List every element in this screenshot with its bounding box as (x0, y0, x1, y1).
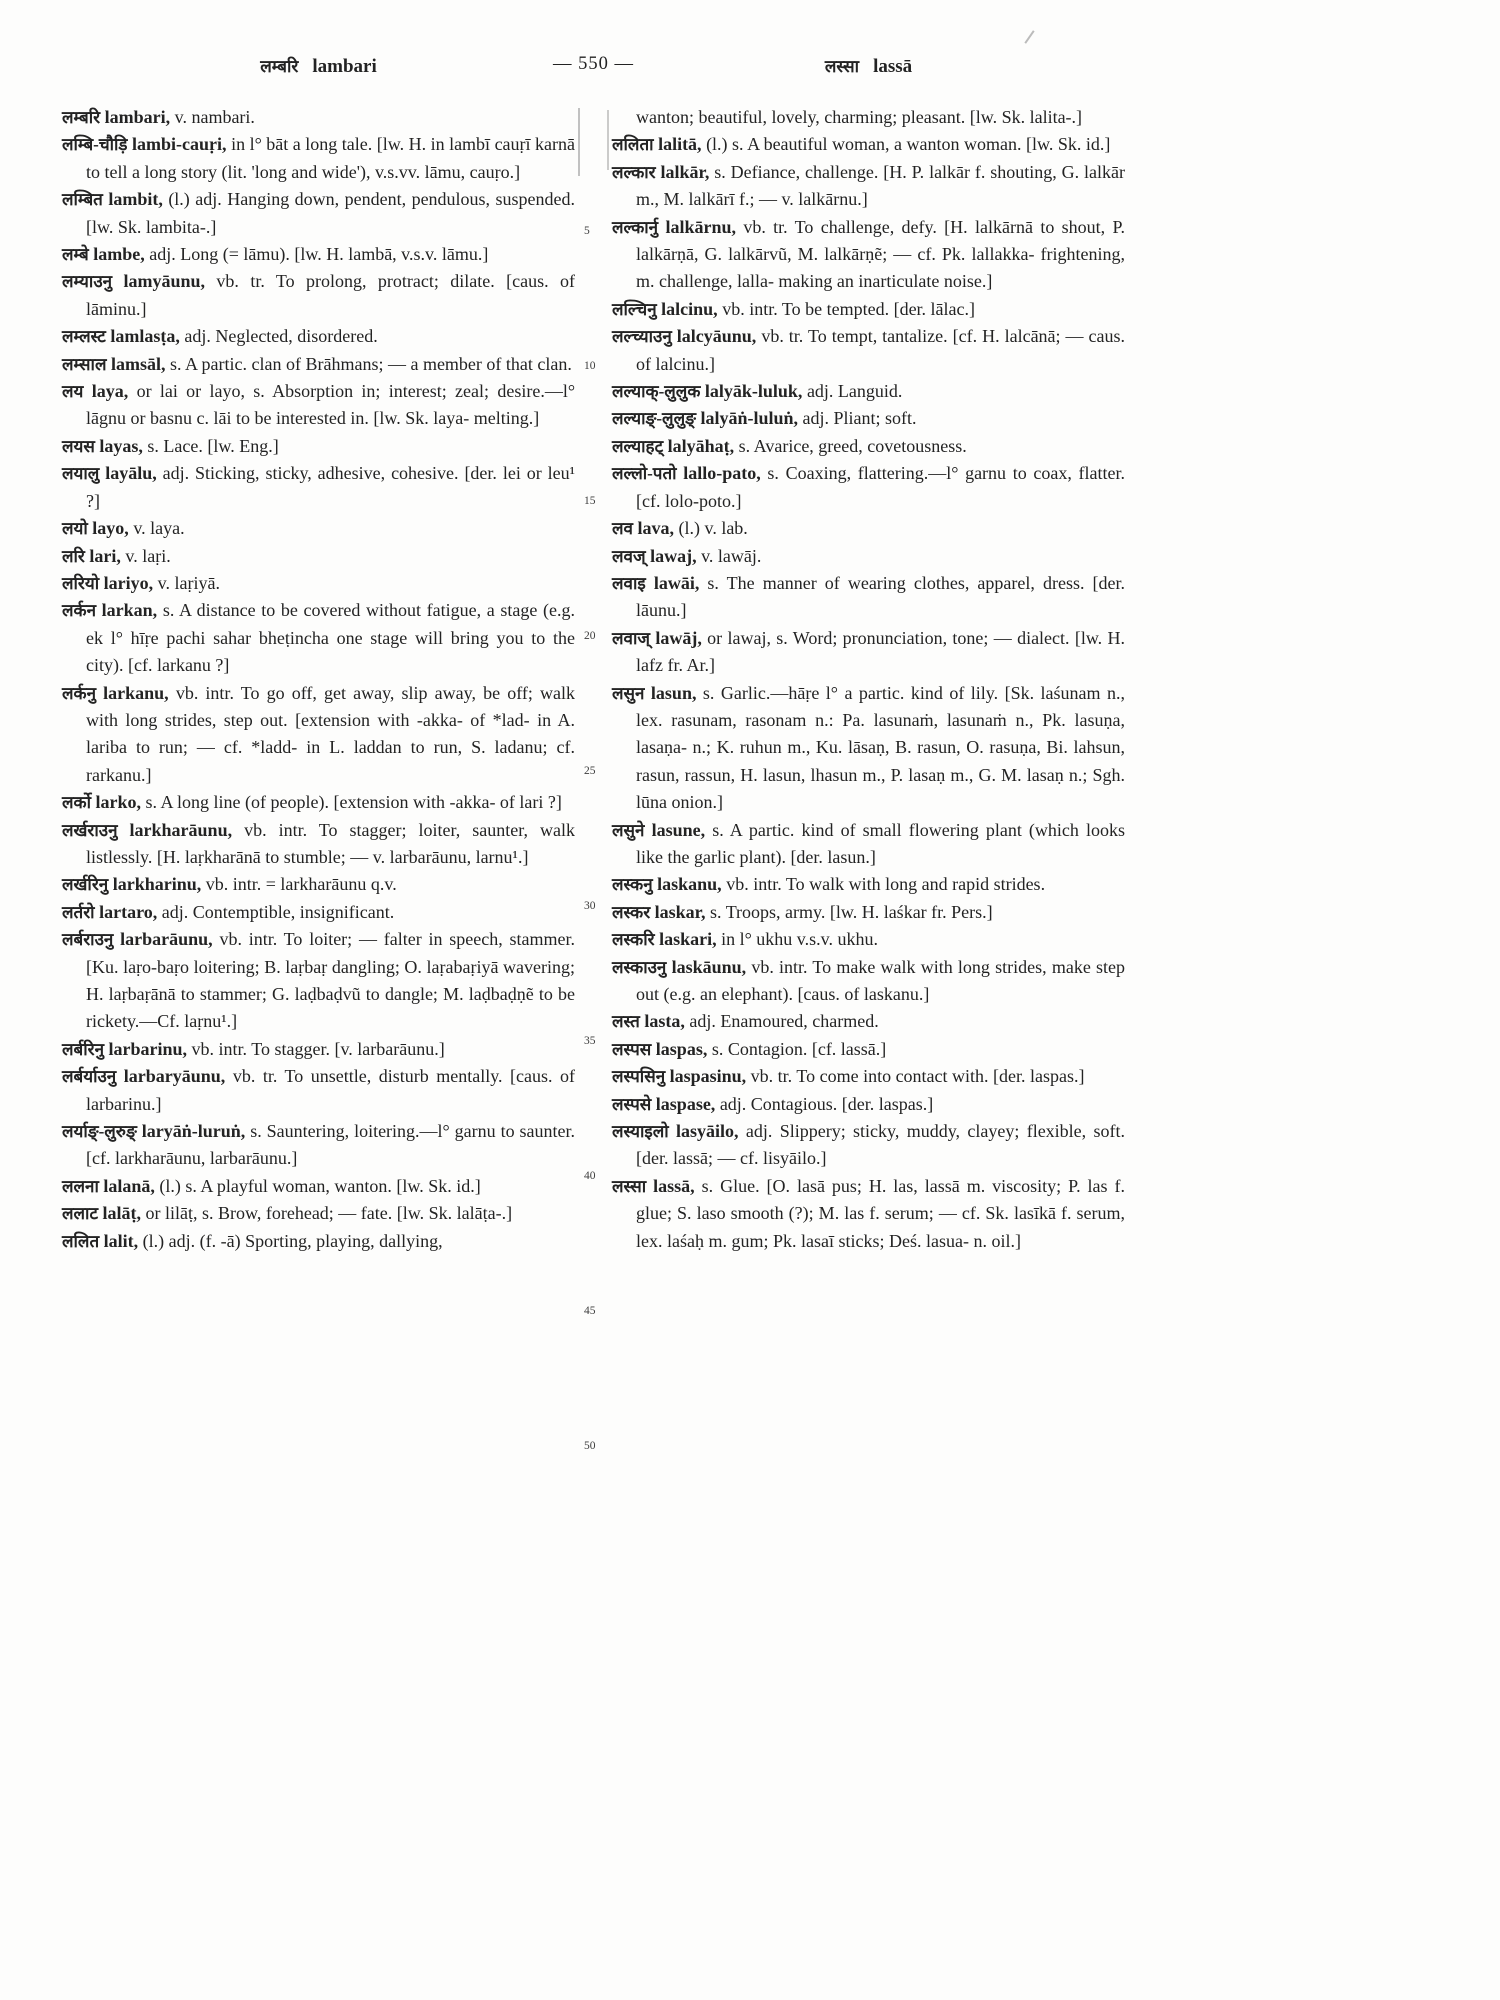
headword-roman: layo, (92, 518, 129, 539)
headword-roman: laspasinu, (669, 1066, 747, 1087)
headword-devanagari: लर्खराउनु (62, 820, 118, 840)
headword-devanagari: ललित (62, 1231, 100, 1251)
entry-body: vb. intr. To loiter; — falter in speech, stammer. [Ku. laṛo-baṛo loitering; B. laṛbaṛ dangling; O. laṛabaṛiyā wavering; H. laṛbaṛānā to stammer; G. laḍbaḍvũ to dangle; M. laḍbaḍṇẽ to be rickety.—Cf. laṛnu¹.] (86, 929, 575, 1032)
entry-body: wanton; beautiful, lovely, charming; pleasant. [lw. Sk. lalita-.] (636, 107, 1083, 127)
gutter-line-number: 15 (584, 495, 596, 507)
headword-devanagari: लरियो (62, 573, 100, 593)
gutter-line-number: 10 (584, 360, 596, 372)
headword-devanagari: लल्याहट् (612, 436, 664, 456)
headword-devanagari: ललिता (612, 135, 654, 155)
headword-devanagari: लस्पसिनु (612, 1067, 666, 1087)
headword-roman: laskanu, (657, 874, 722, 895)
entry-body: s. Sauntering, loitering.—l° garnu to saunter. [cf. larkharāunu, larbarāunu.] (86, 1121, 576, 1169)
dictionary-entry (612, 1118, 1125, 1173)
entry-body: adj. Pliant; soft. (802, 408, 917, 429)
dictionary-entry (612, 1173, 1125, 1255)
dictionary-entry (62, 1200, 575, 1227)
headword-devanagari: लर्को (62, 793, 91, 813)
headword-roman: larbaryāunu, (123, 1066, 226, 1087)
gutter-line-number: 40 (584, 1170, 596, 1182)
header-right-roman: lassā (873, 56, 913, 77)
dictionary-entry (612, 817, 1125, 872)
entry-body: vb. intr. To make walk with long strides, make step out (e.g. an elephant). [caus. of laskanu.] (636, 956, 1125, 1004)
headword-roman: larbarāunu, (120, 929, 213, 950)
headword-devanagari: लसुन (612, 683, 645, 703)
entry-body: in l° bāt a long tale. [lw. H. in lambī cauṛī karnā to tell a long story (lit. 'long and wide'), v.s.vv. lāmu, cauṛo.] (86, 134, 576, 182)
dictionary-entry (62, 104, 575, 131)
dictionary-entry (62, 871, 575, 898)
entry-body: s. A long line (of people). [extension with -akka- of lari ?] (145, 792, 562, 813)
entry-body: vb. intr. To stagger. [v. larbarāunu.] (191, 1038, 445, 1059)
headword-roman: lalitā, (658, 134, 702, 155)
headword-devanagari: लस्पसे (612, 1094, 652, 1114)
headword-roman: lalyāṅ-luluṅ, (700, 408, 798, 429)
headword-roman: lalit, (103, 1230, 139, 1251)
headword-devanagari: लम्साल (62, 354, 107, 374)
headword-devanagari: लस्कनु (612, 875, 653, 895)
dictionary-entry (612, 159, 1125, 214)
headword-devanagari: लल्याक्-लुलुक (612, 382, 701, 402)
entry-body: vb. tr. To come into contact with. [der. laspas.] (750, 1066, 1085, 1087)
dictionary-entry (612, 1063, 1125, 1090)
headword-roman: lalanā, (103, 1175, 155, 1196)
entry-body: s. Defiance, challenge. [H. P. lalkār f. shouting, G. lalkār m., M. lalkārī f.; — v. lalkārnu.] (636, 161, 1126, 210)
entry-body: in l° ukhu v.s.v. ukhu. (721, 929, 878, 950)
entry-body: vb. intr. = larkharāunu q.v. (205, 874, 397, 895)
dictionary-entry (62, 515, 575, 542)
dictionary-entry (62, 433, 575, 460)
header-left-devanagari: लम्बरि (260, 57, 299, 76)
text-block (62, 104, 1125, 1524)
entry-body: or lai or layo, s. Absorption in; interest; zeal; desire.—l° lāgnu or basnu c. lāi to be interested in. [lw. Sk. laya- melting.] (86, 381, 576, 429)
headword-roman: lamsāl, (110, 353, 166, 374)
headword-roman: lalkār, (660, 161, 710, 182)
entry-body: or lawaj, s. Word; pronunciation, tone; — dialect. [lw. H. lafz fr. Ar.] (636, 627, 1126, 676)
entry-body: s. A distance to be covered without fatigue, a stage (e.g. ek l° hīṛe pachi sahar bheṭincha one stage will bring you to the city). [cf. larkanu ?] (86, 600, 576, 676)
headword-roman: laskari, (659, 929, 717, 950)
dictionary-entry (62, 323, 575, 350)
headword-roman: layālu, (105, 463, 157, 484)
headword-roman: lalkārnu, (665, 216, 736, 237)
headword-roman: lalcyāunu, (676, 326, 757, 347)
entry-body: (l.) adj. Hanging down, pendent, pendulous, suspended. [lw. Sk. lambita-.] (86, 189, 576, 237)
entry-body: v. lawāj. (701, 545, 762, 566)
dictionary-entry (62, 543, 575, 570)
gutter-line-number: 5 (584, 225, 590, 237)
dictionary-entry (612, 871, 1125, 898)
dictionary-entry (612, 1036, 1125, 1063)
entry-body: v. laṛi. (125, 545, 171, 566)
entry-body: (l.) s. A beautiful woman, a wanton woman. [lw. Sk. id.] (706, 134, 1111, 155)
headword-roman: lawaj, (650, 545, 697, 566)
dictionary-entry (62, 899, 575, 926)
dictionary-entry (612, 680, 1125, 817)
entry-continuation (612, 104, 1125, 131)
entry-body: s. A partic. clan of Brāhmans; — a member of that clan. (170, 353, 572, 374)
entry-body: s. A partic. kind of small flowering plant (which looks like the garlic plant). [der. lasun.] (636, 819, 1126, 867)
headword-devanagari: लर्बर्याउनु (62, 1067, 117, 1087)
headword-roman: lari, (89, 545, 121, 566)
entry-body: s. Lace. [lw. Eng.] (147, 435, 279, 456)
headword-roman: lalāṭ, (102, 1203, 142, 1224)
scan-artifact-mark (1024, 30, 1034, 43)
entry-body: vb. tr. To tempt, tantalize. [cf. H. lalcānā; — caus. of lalcinu.] (636, 326, 1126, 374)
entry-body: adj. Neglected, disordered. (184, 326, 378, 347)
gutter-line-number: 50 (584, 1440, 596, 1452)
headword-devanagari: लसुने (612, 820, 645, 840)
dictionary-entry (62, 378, 575, 433)
dictionary-entry (612, 899, 1125, 926)
headword-devanagari: लल्लो-पतो (612, 464, 677, 484)
entry-body: vb. intr. To walk with long and rapid strides. (726, 874, 1046, 895)
dictionary-entry (62, 1228, 575, 1255)
dictionary-entry (612, 378, 1125, 405)
headword-roman: lawāj, (655, 627, 702, 648)
dictionary-entry (612, 405, 1125, 432)
headword-roman: larkharinu, (112, 874, 202, 895)
headword-devanagari: लर्बरिनु (62, 1039, 105, 1059)
dictionary-entry (612, 1091, 1125, 1118)
scan-artifact-tick (578, 108, 580, 176)
headword-devanagari: ललाट (62, 1204, 99, 1224)
entry-body: adj. Contagious. [der. laspas.] (719, 1093, 934, 1114)
dictionary-entry (612, 543, 1125, 570)
headword-devanagari: ललना (62, 1176, 99, 1196)
headword-devanagari: लर्खरिनु (62, 875, 109, 895)
scan-artifact-tick (607, 110, 609, 170)
headword-devanagari: लल्च्याउनु (612, 327, 672, 347)
dictionary-entry (62, 186, 575, 241)
headword-devanagari: लस्सा (612, 1176, 647, 1196)
gutter-line-number: 45 (584, 1305, 596, 1317)
headword-devanagari: लर्याङ्-लुरुङ् (62, 1122, 137, 1142)
headword-roman: larkharāunu, (129, 819, 233, 840)
headword-devanagari: लम्बि-चौड़ि (62, 135, 128, 155)
entry-body: adj. Sticking, sticky, adhesive, cohesive. [der. lei or leu¹ ?] (86, 463, 576, 511)
dictionary-entry (62, 570, 575, 597)
header-catchword-left (62, 54, 575, 78)
left-column (62, 104, 575, 1255)
headword-devanagari: लल्याङ्-लुलुङ् (612, 409, 696, 429)
headword-devanagari: लयालु (62, 464, 100, 484)
dictionary-entry (62, 789, 575, 816)
headword-devanagari: लर्बराउनु (62, 930, 114, 950)
headword-devanagari: लवाइ (612, 573, 646, 593)
entry-body: s. Glue. [O. lasā pus; H. las, lassā m. viscosity; P. las f. glue; S. laso smooth (?); M. las f. serum; — cf. Sk. lasīkā f. serum, lex. laśaḥ m. gum; Pk. lasaī sticks; Deś. lasua- n. oil.] (636, 1175, 1125, 1251)
dictionary-entry (62, 241, 575, 268)
header-catchword-right (612, 54, 1125, 78)
headword-roman: laskāunu, (671, 956, 747, 977)
gutter-line-number: 30 (584, 900, 596, 912)
dictionary-entry (612, 323, 1125, 378)
headword-roman: lambit, (108, 189, 163, 210)
dictionary-entry (612, 131, 1125, 158)
headword-roman: lasyāilo, (676, 1121, 739, 1142)
entry-body: vb. intr. To go off, get away, slip away, be off; walk with long strides, step out. [extension with -akka- of *lad- in A. lariba to run; — cf. *ladd- in L. laddan to run, S. ladanu; cf. rarkanu.] (86, 682, 575, 785)
headword-devanagari: लय (62, 382, 84, 402)
entry-body: s. The manner of wearing clothes, apparel, dress. [der. lāunu.] (636, 572, 1126, 621)
dictionary-entry (612, 460, 1125, 515)
headword-devanagari: लल्चिनु (612, 299, 657, 319)
gutter-line-number: 25 (584, 765, 596, 777)
entry-body: vb. tr. To prolong, protract; dilate. [caus. of lāminu.] (86, 271, 576, 319)
entry-body: (l.) v. lab. (678, 518, 748, 539)
entry-body: s. Coaxing, flattering.—l° garnu to coax, flatter. [cf. lolo-poto.] (636, 463, 1126, 511)
entry-body: adj. Languid. (806, 381, 903, 402)
headword-roman: lamyāunu, (123, 271, 206, 292)
dictionary-entry (62, 926, 575, 1036)
dictionary-entry (62, 460, 575, 515)
entry-body: (l.) adj. (f. -ā) Sporting, playing, dallying, (142, 1230, 443, 1251)
entry-body: adj. Enamoured, charmed. (689, 1011, 879, 1032)
headword-roman: lambe, (93, 244, 145, 265)
headword-roman: lasun, (650, 682, 697, 703)
headword-roman: lasta, (644, 1011, 685, 1032)
headword-roman: laskar, (654, 901, 706, 922)
headword-devanagari: लस्काउनु (612, 957, 667, 977)
headword-roman: laspas, (655, 1038, 708, 1059)
right-column (612, 104, 1125, 1255)
headword-roman: lariyo, (103, 572, 154, 593)
entry-body: s. Avarice, greed, covetousness. (738, 435, 967, 456)
headword-roman: larko, (95, 792, 142, 813)
entry-body: vb. intr. To be tempted. [der. lālac.] (722, 298, 976, 319)
entry-body: s. Contagion. [cf. lassā.] (711, 1038, 887, 1059)
headword-roman: larbarinu, (108, 1038, 188, 1059)
headword-devanagari: लवाज् (612, 628, 650, 648)
headword-roman: laspase, (655, 1093, 716, 1114)
headword-roman: lalyāhaṭ, (667, 435, 735, 456)
headword-devanagari: लर्तरो (62, 902, 95, 922)
headword-devanagari: लयो (62, 519, 88, 539)
headword-roman: lalcinu, (661, 298, 718, 319)
dictionary-entry (612, 214, 1125, 296)
headword-devanagari: लम्लस्ट (62, 327, 106, 347)
entry-body: v. laṛiyā. (157, 572, 220, 593)
dictionary-entry (612, 570, 1125, 625)
dictionary-entry (62, 597, 575, 679)
entry-body: (l.) s. A playful woman, wanton. [lw. Sk. id.] (159, 1175, 481, 1196)
dictionary-entry (612, 296, 1125, 323)
headword-roman: lassā, (653, 1175, 695, 1196)
dictionary-entry (62, 1173, 575, 1200)
headword-roman: lallo-pato, (683, 463, 761, 484)
headword-devanagari: लवज् (612, 546, 646, 566)
entry-body: or lilāṭ, s. Brow, forehead; — fate. [lw. Sk. lalāṭa-.] (145, 1203, 513, 1224)
headword-devanagari: लम्बे (62, 245, 89, 265)
dictionary-entry (612, 926, 1125, 953)
headword-roman: lawāi, (653, 572, 700, 593)
dictionary-entry (62, 817, 575, 872)
entry-body: s. Garlic.—hāṛe l° a partic. kind of lily. [Sk. laśunam n., lex. rasunam, rasonam n.: Pa. lasunaṁ, lasunaṁ n., Pk. lasuṇa, lasaṇa- n.; K. ruhun m., Ku. lāsaṇ, B. rasun, O. rasuṇa, Bi. lahsun, rasun, rassun, H. lasun, lhasun m., P. lasaṇ m., G. M. lasaṇ n.; Sgh. lūna onion.] (636, 682, 1126, 813)
headword-devanagari: लल्कार्नु (612, 217, 659, 237)
entry-body: vb. tr. To challenge, defy. [H. lalkārnā to shout, P. lalkārṇā, G. lalkārvũ, M. lalkārṇẽ; — cf. Pk. lallakka- frightening, m. challenge, lalla- making an inarticulate noise.] (636, 216, 1126, 292)
headword-roman: lava, (637, 518, 674, 539)
headword-devanagari: लव (612, 519, 633, 539)
headword-roman: lambari, (104, 107, 171, 127)
entry-body: v. nambari. (174, 107, 255, 127)
dictionary-entry (612, 515, 1125, 542)
headword-roman: larkan, (101, 600, 158, 621)
headword-roman: larkanu, (103, 682, 169, 703)
dictionary-entry (62, 680, 575, 790)
headword-devanagari: लस्याइलो (612, 1122, 669, 1142)
headword-roman: lambi-cauṛi, (132, 134, 227, 155)
headword-devanagari: लम्बरि (62, 108, 101, 127)
header-right-devanagari: लस्सा (824, 57, 860, 76)
headword-devanagari: लल्कार (612, 162, 656, 182)
header-left-roman: lambari (312, 56, 377, 77)
dictionary-entry (62, 1063, 575, 1118)
headword-devanagari: लस्कर (612, 902, 651, 922)
headword-roman: lamlasṭa, (110, 326, 180, 347)
dictionary-entry (612, 625, 1125, 680)
entry-body: adj. Long (= lāmu). [lw. H. lambā, v.s.v. lāmu.] (149, 244, 489, 265)
dictionary-entry (62, 268, 575, 323)
dictionary-entry (612, 433, 1125, 460)
entry-body: s. Troops, army. [lw. H. laśkar fr. Pers.] (710, 901, 993, 922)
entry-body: vb. intr. To stagger; loiter, saunter, walk listlessly. [H. laṛkharānā to stumble; — v. larbarāunu, larnu¹.] (86, 819, 575, 867)
headword-roman: lasune, (651, 819, 706, 840)
entry-body: v. laya. (133, 518, 185, 539)
headword-devanagari: लयस (62, 436, 95, 456)
gutter-line-number: 20 (584, 630, 596, 642)
dictionary-entry (62, 1118, 575, 1173)
dictionary-entry (62, 351, 575, 378)
headword-devanagari: लम्बित (62, 190, 103, 210)
entry-body: adj. Contemptible, insignificant. (161, 901, 395, 922)
headword-devanagari: लम्याउनु (62, 272, 113, 292)
page-header (62, 54, 1125, 86)
dictionary-entry (612, 1008, 1125, 1035)
dictionary-entry (612, 954, 1125, 1009)
headword-devanagari: लर्कन (62, 601, 97, 621)
headword-roman: layas, (99, 435, 143, 456)
headword-roman: lalyāk-luluk, (704, 381, 803, 402)
entry-body: vb. tr. To unsettle, disturb mentally. [caus. of larbarinu.] (86, 1066, 576, 1114)
dictionary-entry (62, 131, 575, 186)
entry-body: adj. Slippery; sticky, muddy, clayey; flexible, soft. [der. lassā; — cf. lisyāilo.] (636, 1121, 1126, 1169)
headword-devanagari: लरि (62, 546, 85, 566)
headword-devanagari: लस्त (612, 1012, 640, 1032)
headword-devanagari: लस्करि (612, 930, 655, 950)
page-number: — 550 — (553, 54, 634, 74)
headword-devanagari: लस्पस (612, 1039, 652, 1059)
headword-devanagari: लर्कनु (62, 683, 97, 703)
headword-roman: laryāṅ-luruṅ, (141, 1121, 246, 1142)
headword-roman: lartaro, (99, 901, 158, 922)
dictionary-entry (62, 1036, 575, 1063)
gutter-line-number: 35 (584, 1035, 596, 1047)
headword-roman: laya, (91, 381, 129, 402)
